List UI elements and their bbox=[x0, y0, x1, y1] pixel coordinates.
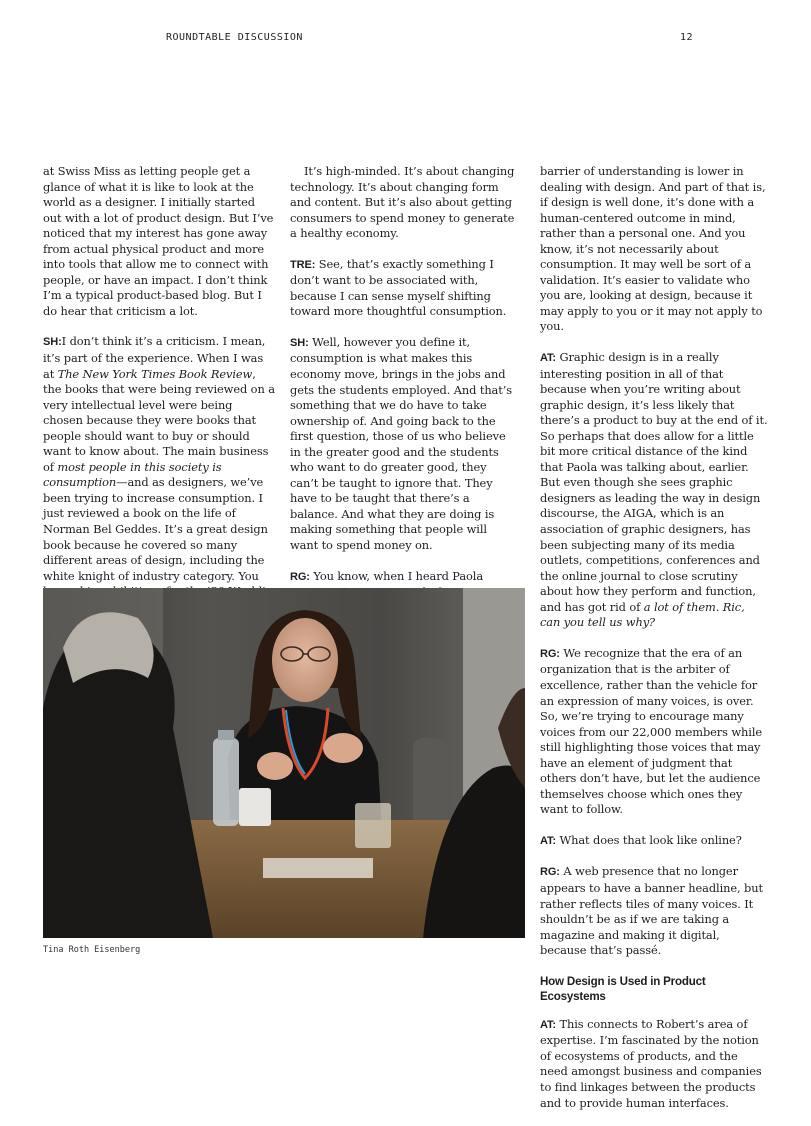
text-run: I don’t think it’s a criticism. I mean, it’s part of the experience. When I was at bbox=[43, 334, 266, 381]
text-column-3 bbox=[540, 164, 768, 1126]
water-bottle bbox=[213, 738, 239, 826]
paragraph: It’s high-minded. It’s about changing technology. It’s about changing form and content. But it’s also about getting consumers to spend money to generate a healthy economy. bbox=[290, 164, 515, 241]
paragraph bbox=[290, 257, 517, 320]
speaker-label: RG: bbox=[540, 647, 560, 660]
speaker-face bbox=[272, 618, 338, 702]
speaker-label: RG: bbox=[540, 866, 560, 879]
paragraph bbox=[540, 833, 768, 850]
text-run: See, that’s exactly something I don’t want to be associated with, because I can sense myself shifting toward more thoughtful consumption. bbox=[290, 256, 507, 319]
emphasis: most people in this society is consumption bbox=[43, 459, 222, 490]
emphasis: a lot of them. Ric, can you tell us why? bbox=[540, 599, 745, 630]
photo-caption: Tina Roth Eisenberg bbox=[43, 945, 141, 955]
section-subheading: How Design is Used in Product Ecosystems bbox=[540, 974, 706, 1004]
speaker-label: SH: bbox=[290, 336, 309, 349]
speaker-label: AT: bbox=[540, 1018, 556, 1031]
speaker-label: AT: bbox=[540, 352, 556, 365]
text-run: —and as designers, we’ve been trying to increase consumption. I just reviewed a book on the life of Norman Bel Geddes. It’s a great design book because he covered so many different areas of design, including the white knight of industry category. You bbox=[43, 475, 268, 583]
paragraph bbox=[540, 646, 768, 818]
paragraph: at Swiss Miss as letting people get a glance of what it is like to look at the world as a designer. I initially started out with a lot of product design. But I’ve noticed that my interest has gone away from actual physical product and more into tools that allow me to connect with people, or have an impact. I don’t think I’m a typical product-based blog. But I do hear that criticism a lot. bbox=[43, 164, 274, 318]
paragraph bbox=[540, 864, 768, 958]
page-number: 12 bbox=[679, 32, 693, 43]
papers bbox=[263, 858, 373, 878]
section-title: ROUNDTABLE DISCUSSION bbox=[166, 32, 303, 43]
paragraph bbox=[290, 335, 517, 554]
text-run: A web presence that no longer appears to have a banner headline, but rather reflects tiles of many voices. It shouldn’t be as if we are taking a magazine and making it digital, because that’s passé. bbox=[540, 864, 763, 958]
speaker-label: TRE: bbox=[290, 258, 316, 271]
text-run: You know, when I heard Paola bbox=[313, 568, 484, 583]
photo-illustration bbox=[43, 588, 525, 938]
book-title: The New York Times Book Review bbox=[57, 366, 253, 381]
running-header bbox=[166, 32, 693, 43]
text-run: , the books that were being reviewed on a very intellectual level were being chosen because they were books that people should want to buy or should want to know about. The main business of bbox=[43, 366, 275, 474]
paragraph bbox=[540, 350, 768, 631]
chair bbox=[413, 738, 448, 833]
speaker-label: SH: bbox=[43, 336, 62, 349]
left-hand bbox=[257, 752, 293, 780]
speaker-label: RG: bbox=[290, 570, 310, 583]
roundtable-photo bbox=[43, 588, 525, 938]
right-hand bbox=[323, 733, 363, 763]
text-run: Graphic design is in a really interesting position in all of that because when you’re writing about graphic design, it’s less likely that there’s a product to buy at the end of it. So perhaps that does allow for a little bit more critical distance of the kind that Paola was talking about, earlier. But even though she sees graphic designers as leading the way in design discourse, the AIGA, which is an association of graphic designers, has been subjecting many of its media outlets, competitions, conferences and the online journal to close scrutiny about how they perform and function, and has got rid of bbox=[540, 350, 768, 614]
text-run: This connects to Robert’s area of expertise. I’m fascinated by the notion of ecosystems of products, and the need amongst business and companies to find linkages between the products and to provide human interfaces. bbox=[540, 1016, 762, 1110]
text-run: We recognize that the era of an organization that is the arbiter of excellence, rather than the vehicle for an expression of many voices, is over. So, we’re trying to encourage many voices from our 22,000 members while still highlighting those voices that may have an element of judgment that others don’t have, but let the audience themselves choose which ones they want to follow. bbox=[540, 645, 762, 817]
coffee-cup bbox=[239, 788, 271, 826]
speaker-label: AT: bbox=[540, 834, 556, 847]
bottle-cap bbox=[218, 730, 234, 740]
paragraph bbox=[540, 1017, 768, 1111]
paragraph: barrier of understanding is lower in dealing with design. And part of that is, if design is well done, it’s done with a human-centered outcome in mind, rather than a personal one. And you know, it’s not necessarily about consumption. It may well be sort of a validation. It’s easier to validate who you are, looking at design, because it may apply to you or it may not apply to you. bbox=[540, 164, 766, 334]
text-run: What does that look like online? bbox=[556, 832, 742, 847]
drinking-glass bbox=[355, 803, 391, 848]
text-run: Well, however you define it, consumption is what makes this economy move, brings in the jobs and gets the students employed. And that’s something that we do have to take ownership of. And going back to the first question, those of us who believe in the greater good and the students who want to do greater good, they can’t be taught to ignore that. They have to be taught that there’s a balance. And what they are doing is making something that people will want to spend money on. bbox=[290, 334, 512, 553]
